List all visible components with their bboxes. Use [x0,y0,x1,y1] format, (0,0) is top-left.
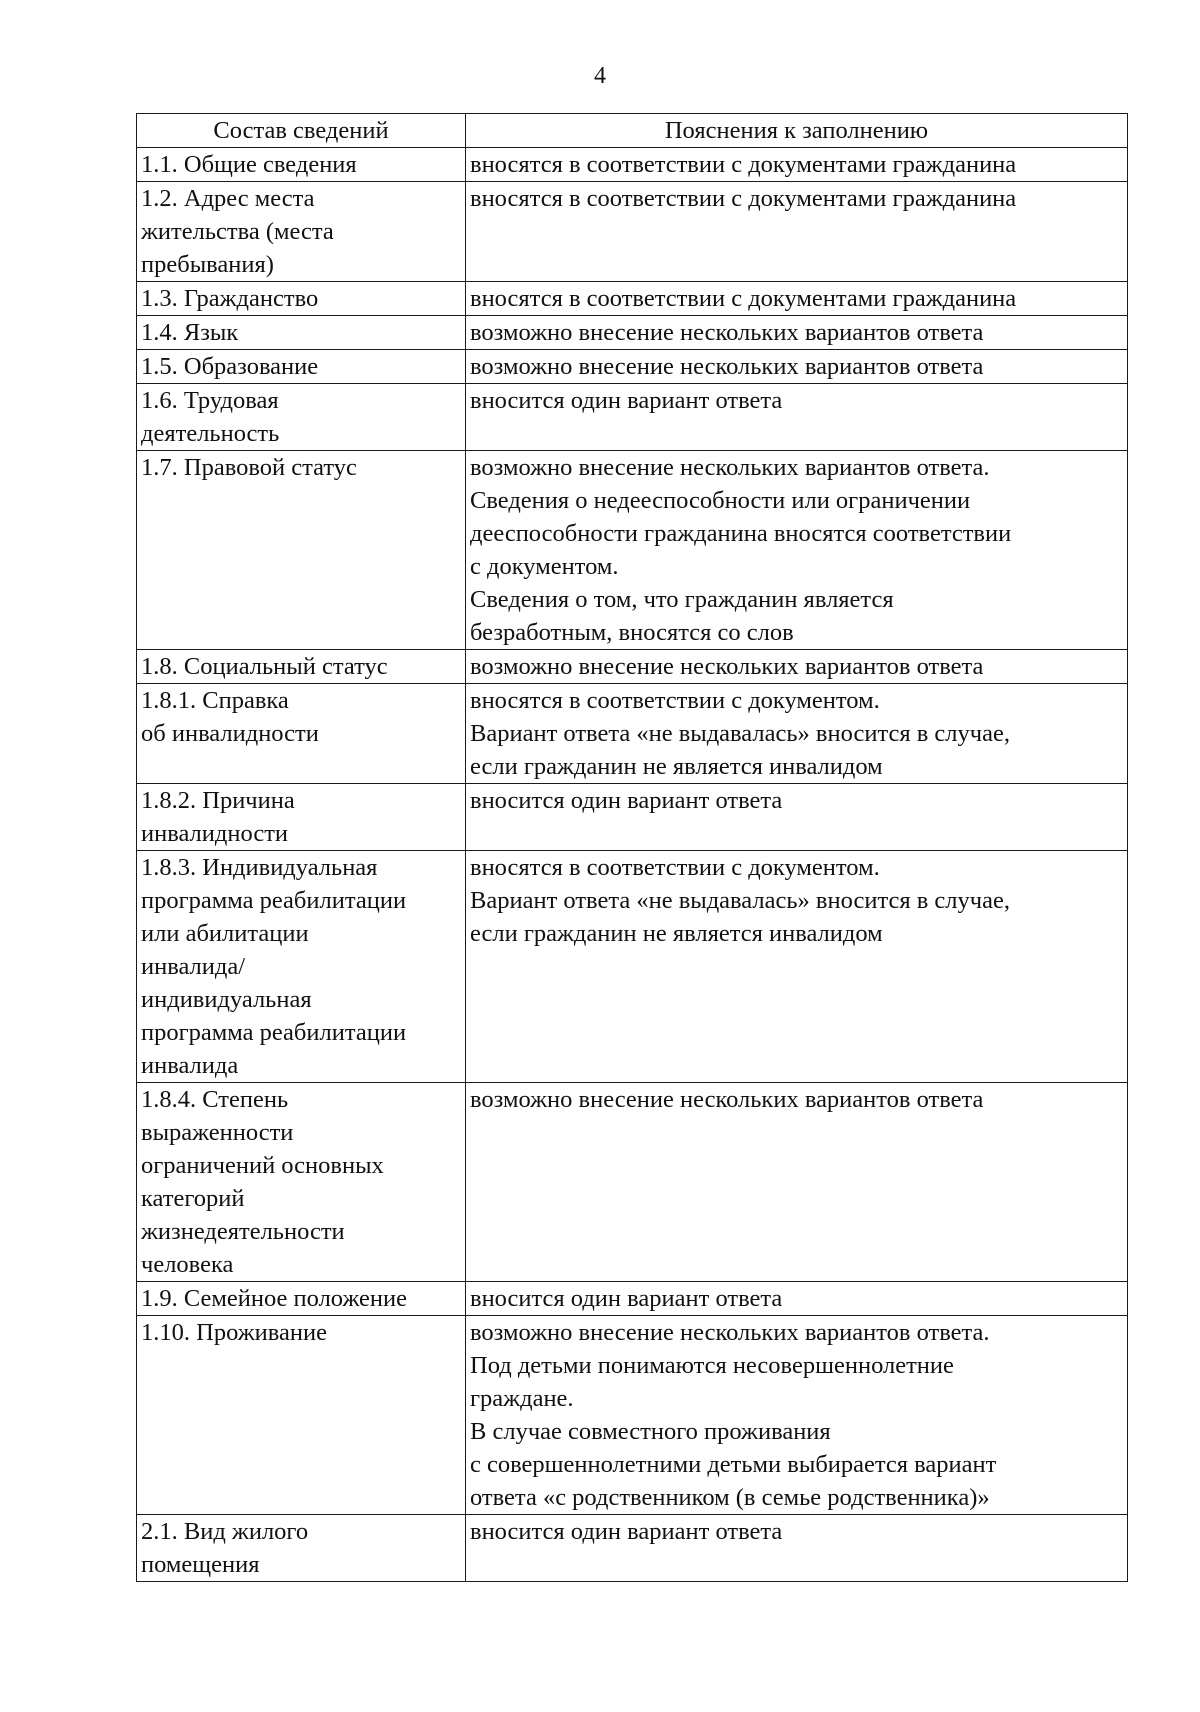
table-row [137,650,1128,684]
field-cell: 1.8.1. Справка об инвалидности [137,684,466,784]
field-cell: 2.1. Вид жилого помещения [137,1515,466,1582]
field-cell: 1.10. Проживание [137,1316,466,1515]
table-row [137,350,1128,384]
note-cell: вносится один вариант ответа [466,1515,1128,1582]
field-cell: 1.2. Адрес места жительства (места пребывания) [137,182,466,282]
note-cell: вносятся в соответствии с документами гражданина [466,148,1128,182]
note-cell: вносится один вариант ответа [466,384,1128,451]
table-row [137,1515,1128,1582]
field-cell: 1.7. Правовой статус [137,451,466,650]
table-header-row [137,114,1128,148]
note-cell: вносятся в соответствии с документом. Вариант ответа «не выдавалась» вносится в случае, если гражданин не является инвалидом [466,684,1128,784]
table-row [137,684,1128,784]
page-number: 4 [594,63,606,89]
table-row [137,784,1128,851]
table-row [137,384,1128,451]
column-header-composition: Состав сведений [137,114,466,148]
field-cell: 1.8.2. Причина инвалидности [137,784,466,851]
field-cell: 1.5. Образование [137,350,466,384]
table-row [137,182,1128,282]
note-cell: возможно внесение нескольких вариантов ответа [466,316,1128,350]
field-cell: 1.8.4. Степень выраженности ограничений основных категорий жизнедеятельности человека [137,1083,466,1282]
table-row [137,851,1128,1083]
table-row [137,1282,1128,1316]
table-row [137,1316,1128,1515]
table-row [137,451,1128,650]
note-cell: возможно внесение нескольких вариантов ответа [466,650,1128,684]
note-cell: возможно внесение нескольких вариантов ответа. Сведения о недееспособности или ограничении дееспособности гражданина вносятся соответствии с документом. Сведения о том, что гражданин является безработным, вносятся со слов [466,451,1128,650]
column-header-explanations: Пояснения к заполнению [466,114,1128,148]
note-cell: вносится один вариант ответа [466,784,1128,851]
note-cell: вносится один вариант ответа [466,1282,1128,1316]
field-cell: 1.4. Язык [137,316,466,350]
field-cell: 1.8. Социальный статус [137,650,466,684]
note-cell: возможно внесение нескольких вариантов ответа [466,350,1128,384]
table-row [137,148,1128,182]
note-cell: вносятся в соответствии с документами гражданина [466,182,1128,282]
info-table [136,113,1128,1582]
field-cell: 1.9. Семейное положение [137,1282,466,1316]
field-cell: 1.3. Гражданство [137,282,466,316]
field-cell: 1.6. Трудовая деятельность [137,384,466,451]
note-cell: вносятся в соответствии с документом. Вариант ответа «не выдавалась» вносится в случае, если гражданин не является инвалидом [466,851,1128,1083]
field-cell: 1.8.3. Индивидуальная программа реабилитации или абилитации инвалида/ индивидуальная программа реабилитации инвалида [137,851,466,1083]
table-row [137,316,1128,350]
table-row [137,1083,1128,1282]
note-cell: возможно внесение нескольких вариантов ответа [466,1083,1128,1282]
note-cell: возможно внесение нескольких вариантов ответа. Под детьми понимаются несовершеннолетние граждане. В случае совместного проживания с совершеннолетними детьми выбирается вариант ответа «с родственником (в семье родственника)» [466,1316,1128,1515]
field-cell: 1.1. Общие сведения [137,148,466,182]
table-row [137,282,1128,316]
note-cell: вносятся в соответствии с документами гражданина [466,282,1128,316]
